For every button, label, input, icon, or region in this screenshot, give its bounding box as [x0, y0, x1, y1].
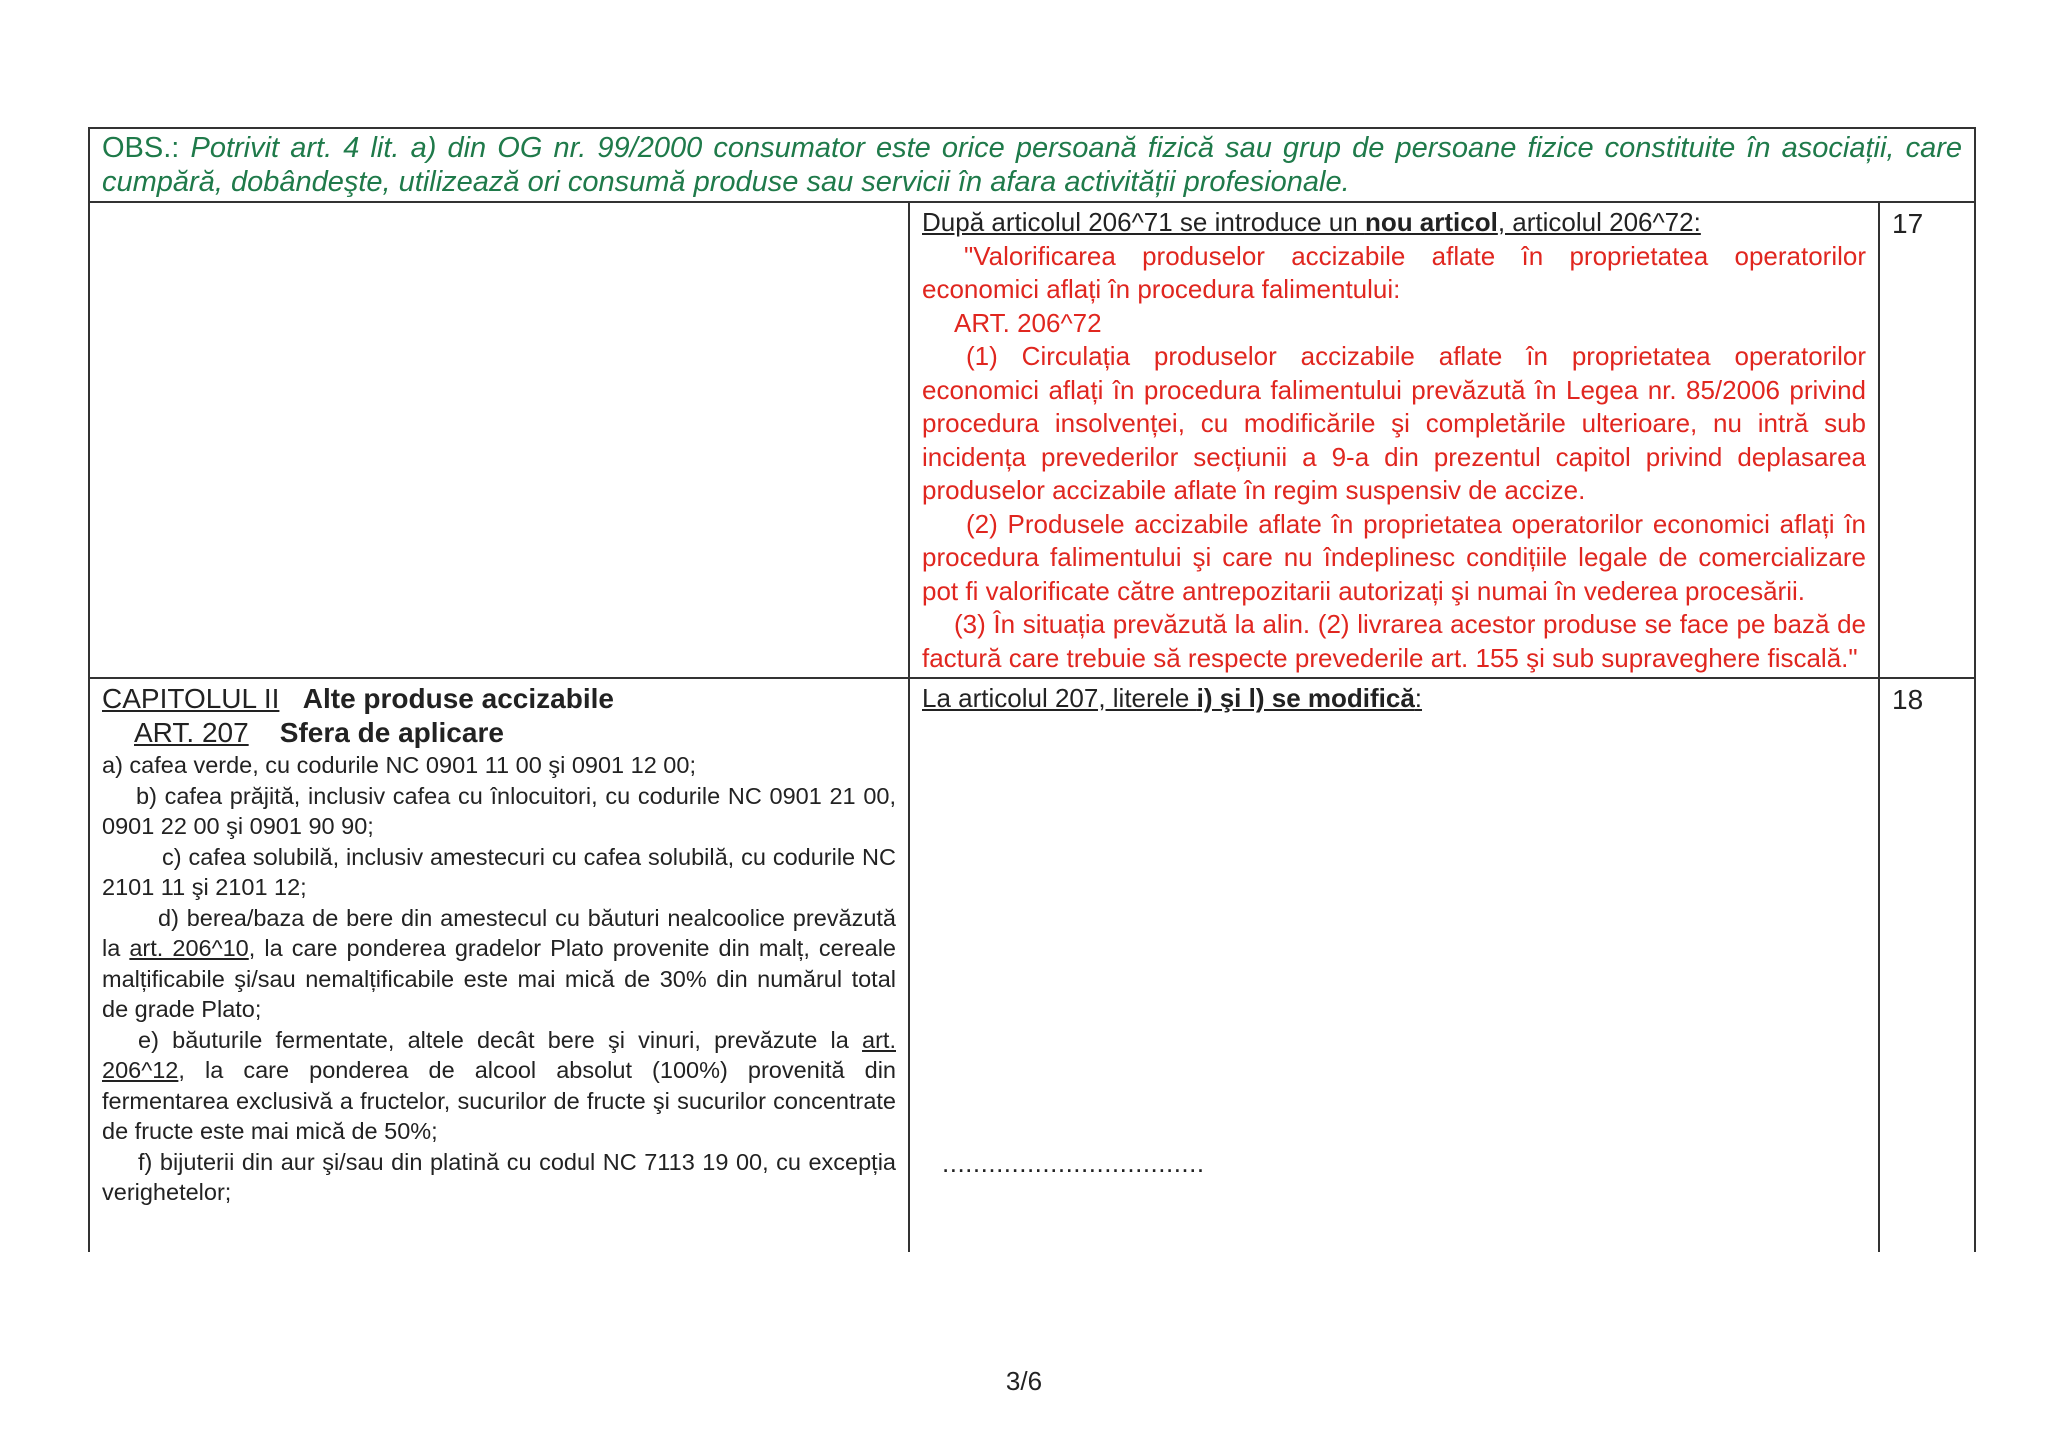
list-item-d: [102, 903, 896, 1025]
omission-dots: ..................................: [942, 1148, 1205, 1178]
item-e-reference: art. 206^12: [102, 1026, 896, 1083]
amendment-cell-17: [909, 202, 1879, 678]
mod-bold: i) şi l) se modifică: [1196, 683, 1415, 713]
row-number-18: 18: [1879, 678, 1975, 1252]
list-item-f: f) bijuterii din aur şi/sau din platină cu codul NC 7113 19 00, cu excepția verighetelor;: [102, 1148, 896, 1205]
intro-text-b: , articolul 206^72:: [1497, 207, 1701, 237]
amendment-intro-18: [922, 682, 1866, 716]
existing-text-cell-18: [89, 678, 909, 1252]
article-title-207: Sfera de aplicare: [279, 717, 504, 748]
obs-text: Potrivit art. 4 lit. a) din OG nr. 99/2000 consumator este orice persoană fizică sau grup de persoane fizice constituite în asociații, care cumpără, dobândeşte, utilizează ori consumă produse sau servicii în afara activității profesionale.: [102, 132, 1963, 198]
obs-cell: [89, 128, 1975, 202]
article-heading: [102, 716, 896, 750]
amendment-table: [88, 127, 1976, 1252]
item-d-reference: art. 206^10: [129, 935, 249, 961]
amendment-intro-17: [922, 206, 1866, 240]
paragraph-3: (3) În situația prevăzută la alin. (2) livrarea acestor produse se face pe bază de factură care trebuie să respecte prevederile art. 155 şi sub supraveghere fiscală.": [922, 609, 1866, 673]
list-item-b: b) cafea prăjită, inclusiv cafea cu înlocuitori, cu codurile NC 0901 21 00, 0901 22 00 şi 0901 90 90;: [102, 782, 896, 839]
existing-text-cell-17: [89, 202, 909, 678]
item-d-text: d) berea/baza de bere din amestecul cu băuturi nealcoolice prevăzută la: [102, 904, 896, 961]
paragraph-1: (1) Circulația produselor accizabile aflate în proprietatea operatorilor economici aflați în procedura falimentului prevăzută în Legea nr. 85/2006 privind procedura insolvenței, cu modificările şi completările ulterioare, nu intră sub incidența prevederilor secțiunii a 9-a din prezentul capitol privind deplasarea produselor accizabile aflate în regim suspensiv de accize.: [922, 341, 1866, 505]
paragraph-2: (2) Produsele accizabile aflate în proprietatea operatorilor economici aflați în procedura falimentului şi care nu îndeplinesc condițiile legale de comercializare pot fi valorificate către antrepozitarii autorizați şi numai în vederea procesării.: [922, 508, 1866, 606]
row-number-17: 17: [1879, 202, 1975, 678]
article-number: ART. 206^72: [954, 307, 1102, 338]
obs-row: [89, 128, 1975, 202]
intro-text-a: După articolul 206^71 se introduce un: [922, 207, 1365, 237]
mod-text-b: :: [1414, 683, 1423, 713]
chapter-heading: [102, 682, 896, 716]
obs-label: OBS.:: [102, 132, 180, 164]
item-e-text-end: , la care ponderea de alcool absolut (100%) provenită din fermentarea exclusivă a fructelor, sucurilor de fructe şi sucurilor concentrate de fructe este mai mică de 50%;: [102, 1057, 896, 1144]
item-e-text: e) băuturile fermentate, altele decât bere şi vinuri, prevăzute la: [138, 1026, 863, 1053]
chapter-label: CAPITOLUL II: [102, 683, 280, 714]
chapter-title: Alte produse accizabile: [302, 683, 614, 714]
table-row-17: [89, 202, 1975, 678]
list-item-a: a) cafea verde, cu codurile NC 0901 11 00 şi 0901 12 00;: [102, 752, 696, 778]
article-label: ART. 207: [134, 717, 249, 748]
intro-bold: nou articol: [1364, 207, 1498, 237]
mod-text-a: La articolul 207, literele: [922, 683, 1197, 713]
article-title: "Valorificarea produselor accizabile aflate în proprietatea operatorilor economici aflați în procedura falimentului:: [922, 240, 1866, 304]
list-item-c: c) cafea solubilă, inclusiv amestecuri cu cafea solubilă, cu codurile NC 2101 11 şi 2101 12;: [102, 843, 896, 900]
page-number: 3/6: [1005, 1366, 1043, 1396]
list-item-e: [102, 1025, 896, 1147]
item-d-text-end: , la care ponderea gradelor Plato provenite din malț, cereale malțificabile şi/sau nemalțificabile este mai mică de 30% din numărul total de grade Plato;: [102, 935, 896, 1022]
